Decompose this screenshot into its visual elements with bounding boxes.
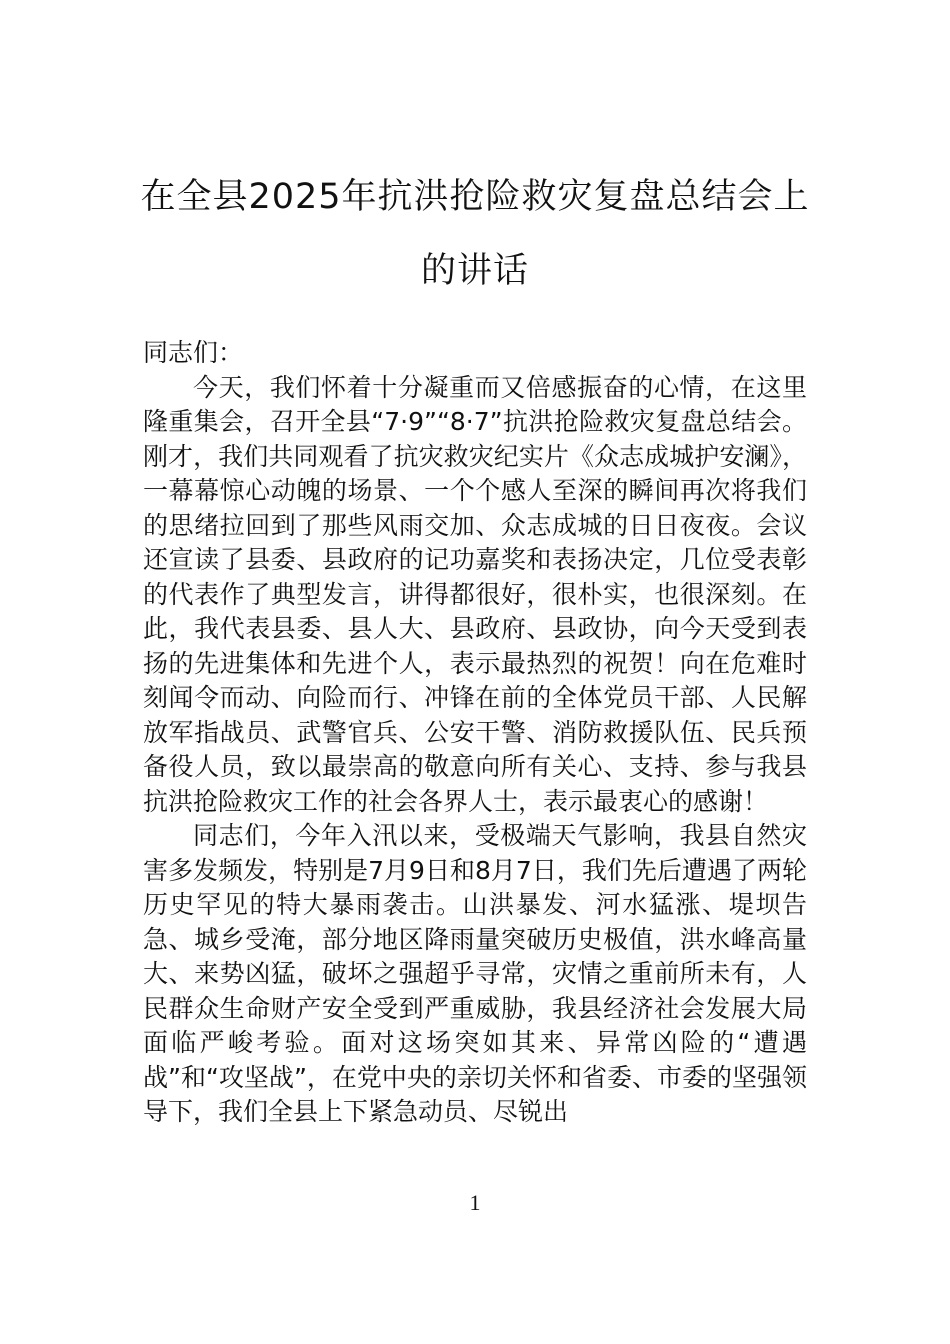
paragraph-2: 同志们，今年入汛以来，受极端天气影响，我县自然灾害多发频发，特别是7月9日和8月7日，我们先后遭遇了两轮历史罕见的特大暴雨袭击。山洪暴发、河水猛涨、堤坝告急、城乡受淹，部分地区降雨量突破历史极值，洪水峰高量大、来势凶猛，破坏之强超乎寻常，灾情之重前所未有，人民群众生命财产安全受到严重威胁，我县经济社会发展大局面临严峻考验。面对这场突如其来、异常凶险的“遭遇战”和“攻坚战”，在党中央的亲切关怀和省委、市委的坚强领导下，我们全县上下紧急动员、尽锐出	[143, 821, 807, 1126]
document-title: 在全县2025年抗洪抢险救灾复盘总结会上的讲话	[140, 177, 810, 291]
page-number: 1	[469, 1190, 481, 1215]
salutation: 同志们：	[143, 338, 244, 367]
paragraph-1: 今天，我们怀着十分凝重而又倍感振奋的心情，在这里隆重集会，召开全县“7·9”“8·7”抗洪抢险救灾复盘总结会。刚才，我们共同观看了抗灾救灾纪实片《众志成城护安澜》，一幕幕惊心动魄的场景、一个个感人至深的瞬间再次将我们的思绪拉回到了那些风雨交加、众志成城的日日夜夜。会议还宣读了县委、县政府的记功嘉奖和表扬决定，几位受表彰的代表作了典型发言，讲得都很好，很朴实，也很深刻。在此，我代表县委、县人大、县政府、县政协，向今天受到表扬的先进集体和先进个人，表示最热烈的祝贺！向在危难时刻闻令而动、向险而行、冲锋在前的全体党员干部、人民解放军指战员、武警官兵、公安干警、消防救援队伍、民兵预备役人员，致以最崇高的敬意向所有关心、支持、参与我县抗洪抢险救灾工作的社会各界人士，表示最衷心的感谢！	[143, 372, 807, 816]
document-body	[143, 336, 807, 1130]
